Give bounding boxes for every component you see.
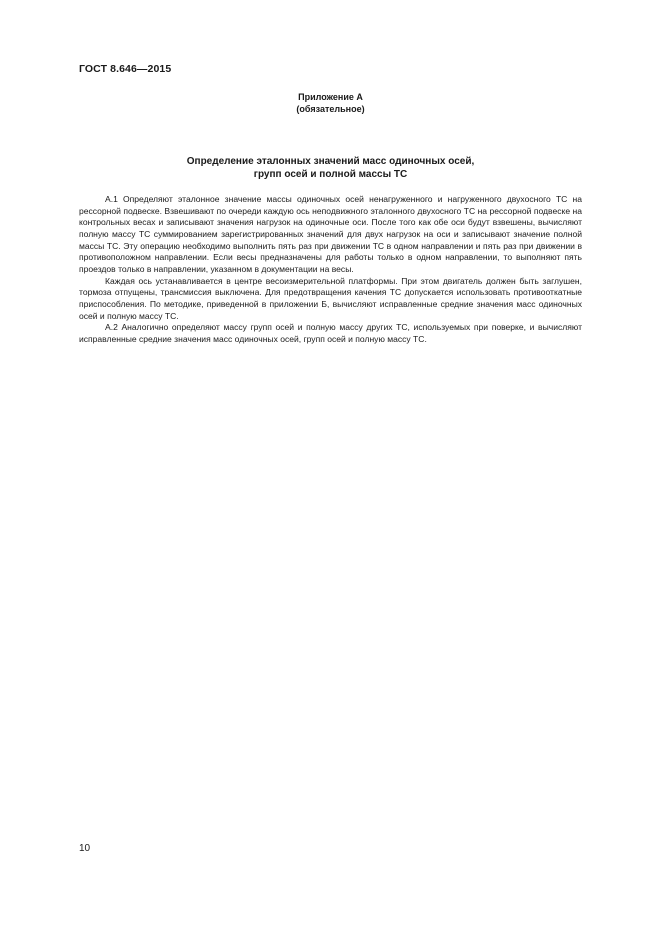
annex-title: Приложение А: [298, 92, 363, 102]
annex-status: (обязательное): [296, 103, 365, 114]
paragraph-axle-placement: Каждая ось устанавливается в центре весоизмерительной платформы. При этом двигатель должен быть заглушен, тормоза отпущены, трансмиссия выключена. Для предотвращения качения ТС допускается использовать противооткатные приспособления. По методике, приведенной в приложении Б, вычисляют исправленные средние значения масс одиночных осей и полную массу ТС.: [79, 275, 582, 321]
body-text: [79, 194, 582, 346]
section-title-line-2: групп осей и полной массы ТС: [253, 168, 408, 180]
paragraph-a2: А.2 Аналогично определяют массу групп осей и полную массу других ТС, используемых при поверке, и вычисляют исправленные средние значения масс одиночных осей, групп осей и полную массу ТС.: [79, 322, 582, 344]
section-title-line-1: Определение эталонных значений масс одиночных осей,: [186, 156, 475, 167]
annex-heading: [79, 92, 582, 115]
paragraph-a1: А.1 Определяют эталонное значение массы одиночных осей ненагруженного и нагруженного двухосного ТС на рессорной подвеске. Взвешивают по очереди каждую ось неподвижного эталонного двухосного ТС на рессорной подвеске на контрольных весах и записывают значения нагрузок на одиночные оси. После того как обе оси будут взвешены, вычисляют полную массу ТС суммированием зарегистрированных значений для двух нагрузок на оси и записывают значение полной массы ТС. Эту операцию необходимо выполнить пять раз при движении ТС в одном направлении и пять раз при движении в противоположном направлении. Если весы предназначены для работы только в одном направлении, то выполняют пять проездов только в направлении, указанном в документации на весы.: [79, 194, 582, 274]
document-code: ГОСТ 8.646—2015: [79, 63, 172, 75]
section-title: [79, 156, 582, 181]
page-number: 10: [79, 843, 91, 854]
